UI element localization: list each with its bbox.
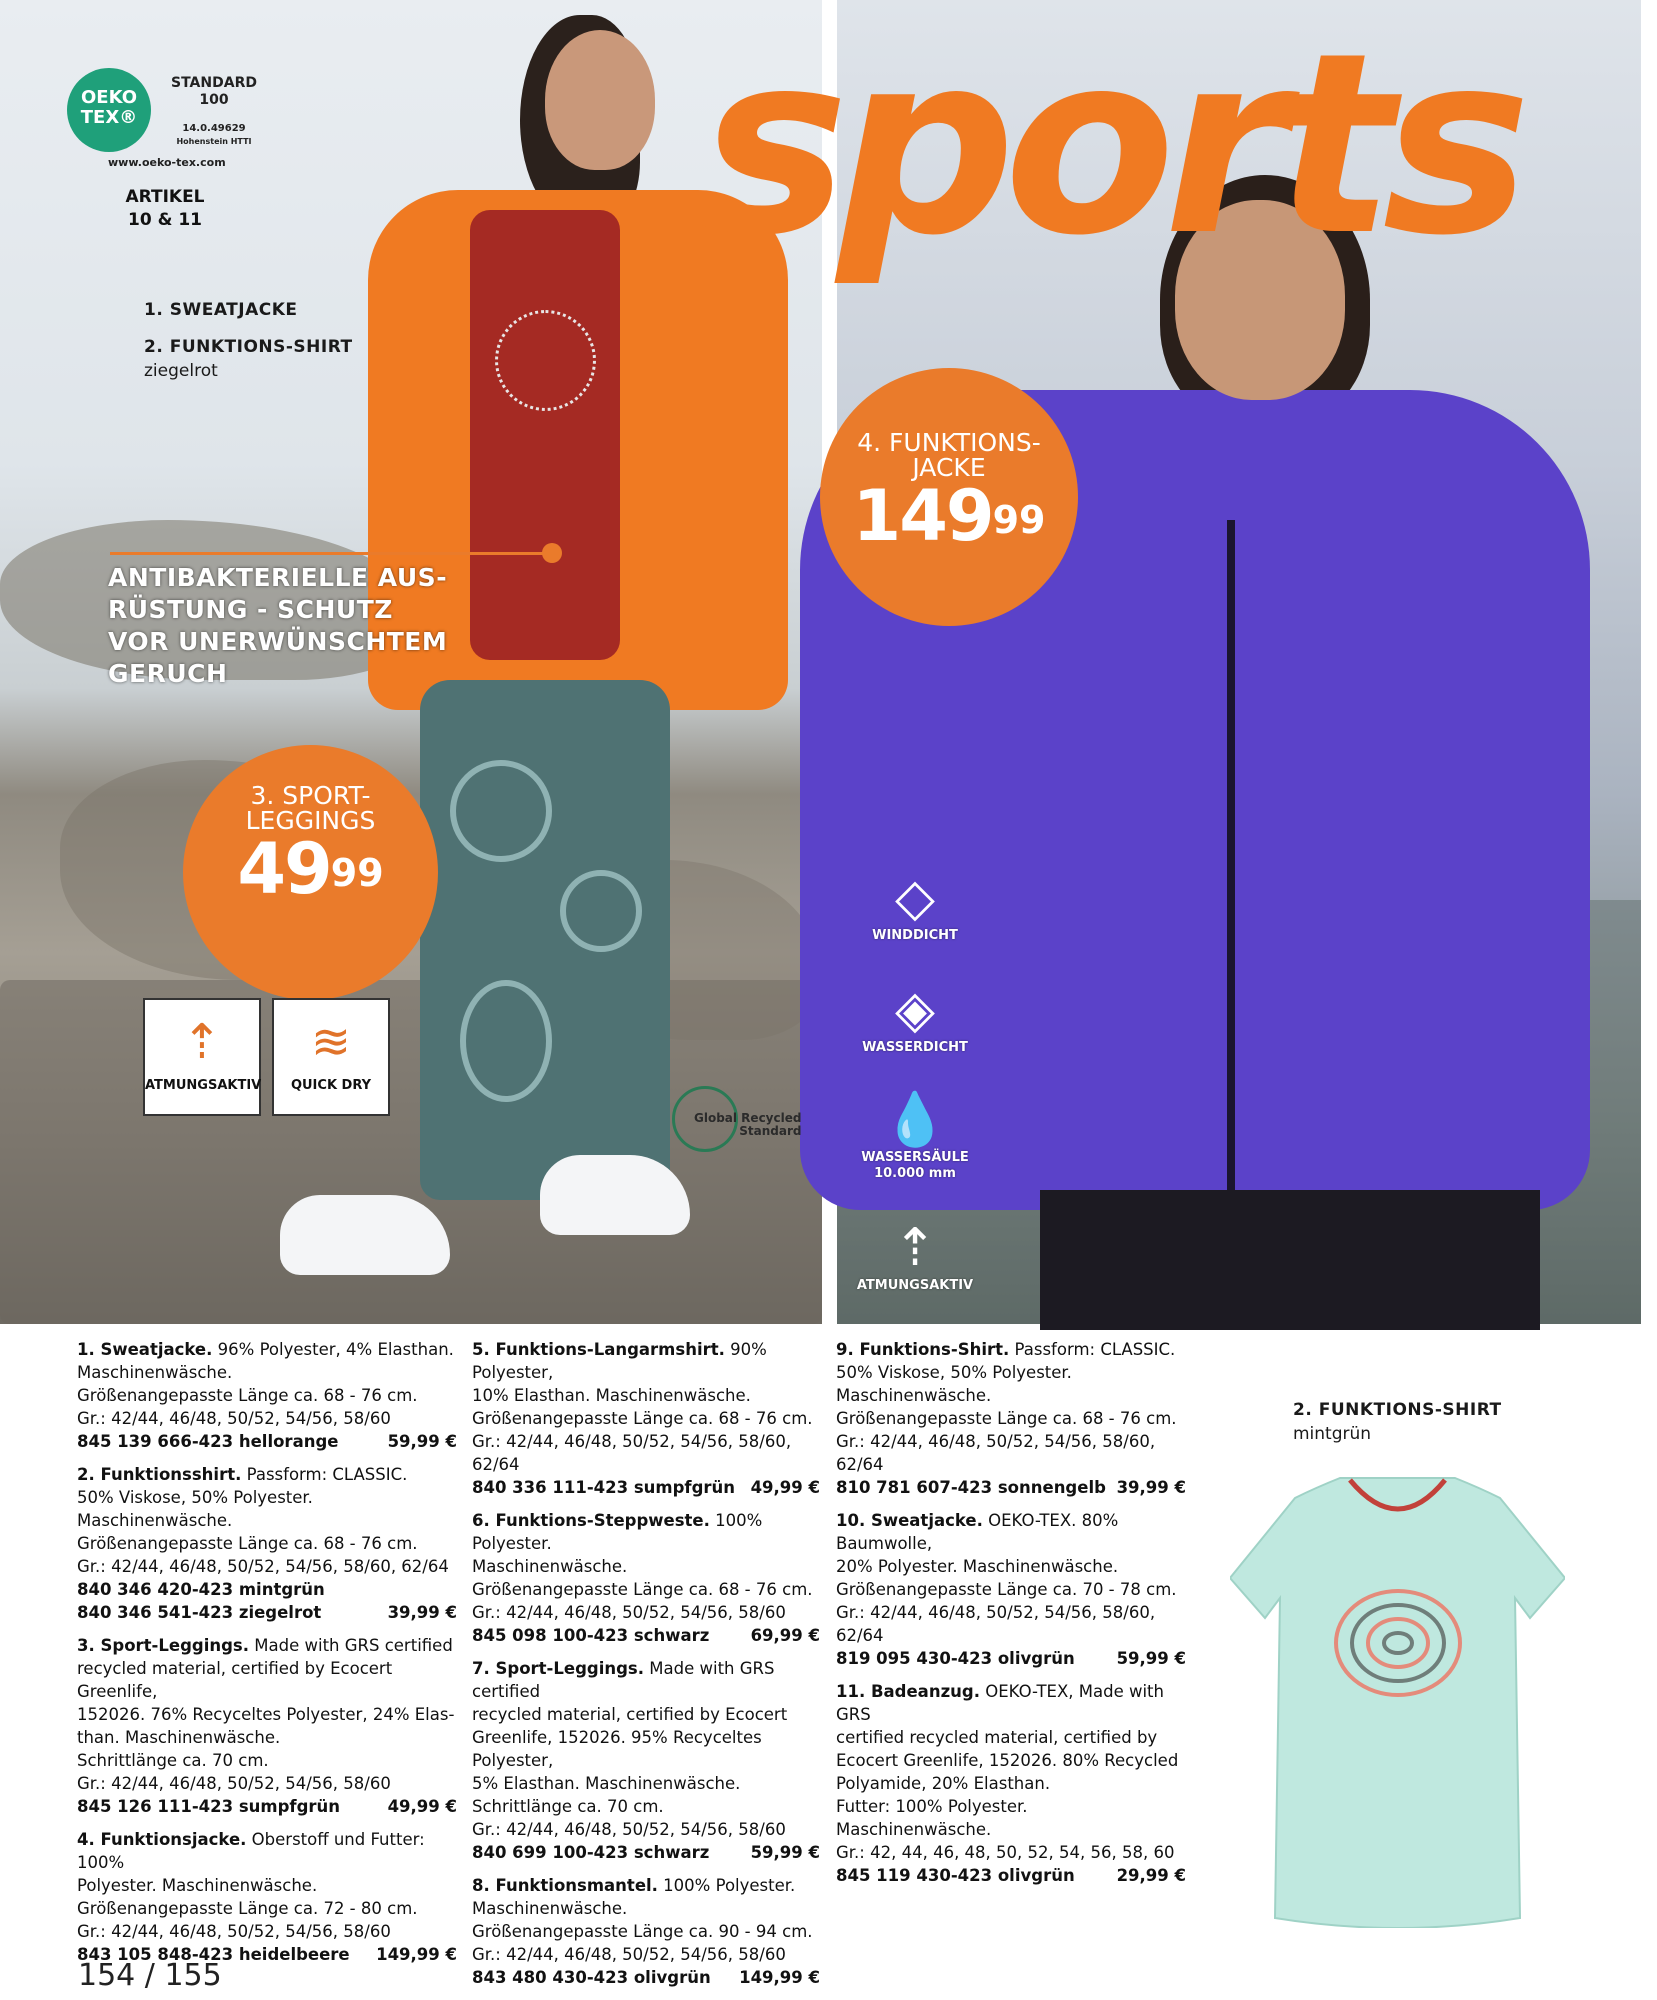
- product-heading: [77, 1463, 457, 1486]
- badge-label-line-2: LEGGINGS: [245, 806, 376, 835]
- product-detail-line: Schrittlänge ca. 70 cm.: [77, 1751, 269, 1770]
- feature-label: ATMUNGSAKTIV: [856, 1278, 974, 1293]
- product-detail-line: Größenangepasste Länge ca. 70 - 78 cm.: [836, 1580, 1177, 1599]
- product-detail-line: Ecocert Greenlife, 152026. 80% Recycled: [836, 1751, 1179, 1770]
- claim-pointer-dot: [542, 543, 562, 563]
- product-desc: 100% Polyester.: [657, 1876, 796, 1895]
- product-title: 7. Sport-Leggings.: [472, 1659, 645, 1678]
- antibacterial-claim: [108, 562, 447, 690]
- feature-sublabel: 10.000 mm: [874, 1166, 956, 1181]
- product-detail-line: 50% Viskose, 50% Polyester.: [77, 1488, 313, 1507]
- product-desc: 96% Polyester, 4% Elasthan.: [212, 1340, 454, 1359]
- product-article-number: 819 095 430-423 olivgrün: [836, 1649, 1075, 1668]
- product-detail-line: 10% Elasthan. Maschinenwäsche.: [472, 1386, 751, 1405]
- product-order-row: [77, 1795, 457, 1818]
- product-order-row: [472, 1476, 820, 1499]
- product-detail-line: Gr.: 42/44, 46/48, 50/52, 54/56, 58/60, 62/64: [472, 1432, 792, 1474]
- product-article-number: 840 346 420-423 mintgrün: [77, 1580, 325, 1599]
- product-detail-line: Größenangepasste Länge ca. 90 - 94 cm.: [472, 1922, 813, 1941]
- oeko-cert: [164, 122, 264, 148]
- product-price: 39,99 €: [1116, 1478, 1186, 1497]
- product-title: 2. Funktionsshirt.: [77, 1465, 242, 1484]
- product-article-number: 845 119 430-423 olivgrün: [836, 1866, 1075, 1885]
- artikel-numbers: 10 & 11: [128, 210, 202, 230]
- product-price: 49,99 €: [387, 1797, 457, 1816]
- product-detail-line: Größenangepasste Länge ca. 72 - 80 cm.: [77, 1899, 418, 1918]
- product-entry: [77, 1338, 457, 1453]
- product-price: 59,99 €: [750, 1843, 820, 1862]
- product-detail-line: Polyester. Maschinenwäsche.: [77, 1876, 318, 1895]
- claim-line-3: VOR UNERWÜNSCHTEM: [108, 627, 448, 656]
- product-article-number: 845 098 100-423 schwarz: [472, 1626, 710, 1645]
- product-price: 149,99 €: [376, 1945, 457, 1964]
- oeko-institute: Hohenstein HTTI: [176, 137, 252, 146]
- product-detail-line: Gr.: 42/44, 46/48, 50/52, 54/56, 58/60: [472, 1820, 786, 1839]
- product-entry: [472, 1874, 820, 1989]
- product-price: 59,99 €: [1116, 1649, 1186, 1668]
- product-desc: OEKO-TEX, Made with GRS: [836, 1682, 1164, 1724]
- feature-label: WASSERSÄULE: [861, 1150, 969, 1165]
- claim-line-2: RÜSTUNG - SCHUTZ: [108, 595, 393, 624]
- label-funktions-shirt-color: ziegelrot: [144, 361, 218, 381]
- label-shirt-mint-color: mintgrün: [1293, 1424, 1372, 1444]
- product-order-row: [77, 1601, 457, 1624]
- grs-logo: [694, 1112, 801, 1138]
- breathable-icon: ⇡: [181, 1014, 223, 1070]
- jacket-price-badge: [820, 368, 1078, 626]
- product-article-number: 840 346 541-423 ziegelrot: [77, 1603, 322, 1622]
- product-heading: [472, 1657, 820, 1703]
- product-price: 39,99 €: [387, 1603, 457, 1622]
- product-order-row: [472, 1624, 820, 1647]
- product-column-3: [836, 1338, 1186, 1897]
- product-desc: 100% Polyester.: [472, 1511, 763, 1553]
- product-detail-line: Maschinenwäsche.: [472, 1557, 628, 1576]
- oeko-brand-line-1: OEKO: [80, 87, 138, 108]
- product-title: 6. Funktions-Steppweste.: [472, 1511, 710, 1530]
- product-detail-line: Gr.: 42/44, 46/48, 50/52, 54/56, 58/60: [77, 1409, 391, 1428]
- product-heading: [836, 1509, 1186, 1555]
- grs-line-1: Global Recycled: [694, 1111, 802, 1125]
- product-title: 1. Sweatjacke.: [77, 1340, 213, 1359]
- page-number: 154 / 155: [78, 1958, 222, 1993]
- oeko-tex-logo: [67, 68, 151, 152]
- product-article-number: 810 781 607-423 sonnengelb: [836, 1478, 1106, 1497]
- product-detail-line: than. Maschinenwäsche.: [77, 1728, 281, 1747]
- product-desc: Passform: CLASSIC.: [1009, 1340, 1176, 1359]
- oeko-standard: [164, 75, 264, 109]
- product-heading: [836, 1680, 1186, 1726]
- feature-atmungsaktiv-right: [855, 1218, 975, 1294]
- mint-shirt-image: [1230, 1468, 1565, 1928]
- product-entry: [77, 1828, 457, 1966]
- claim-line-4: GERUCH: [108, 659, 228, 688]
- feature-winddicht: [855, 868, 975, 944]
- product-desc: 90% Polyester,: [472, 1340, 767, 1382]
- oeko-cert-number: 14.0.49629: [182, 123, 246, 134]
- windproof-icon: ◇: [895, 868, 935, 928]
- product-order-row: [472, 1966, 820, 1989]
- label-sweatjacke: 1. SWEATJACKE: [144, 300, 298, 320]
- product-detail-line: Maschinenwäsche.: [472, 1899, 628, 1918]
- price-main: 49: [237, 828, 331, 910]
- product-detail-line: Gr.: 42/44, 46/48, 50/52, 54/56, 58/60, 62/64: [836, 1432, 1156, 1474]
- feature-label: WINDDICHT: [872, 928, 958, 943]
- product-detail-line: Größenangepasste Länge ca. 68 - 76 cm.: [77, 1534, 418, 1553]
- waterproof-icon: ◈: [895, 980, 935, 1040]
- product-detail-line: recycled material, certified by Ecocert Greenlife,: [77, 1659, 393, 1701]
- quick-dry-icon: ≋: [310, 1014, 352, 1070]
- oeko-standard-label: STANDARD: [171, 75, 257, 91]
- product-desc: Made with GRS certified: [472, 1659, 775, 1701]
- product-order-row: [836, 1476, 1186, 1499]
- jacket-price: [820, 475, 1078, 557]
- product-article-number: 843 105 848-423 heidelbeere: [77, 1945, 350, 1964]
- product-entry: [472, 1338, 820, 1499]
- breathable-icon: ⇡: [893, 1218, 937, 1278]
- product-detail-line: Größenangepasste Länge ca. 68 - 76 cm.: [77, 1386, 418, 1405]
- product-article-number: 845 126 111-423 sumpfgrün: [77, 1797, 341, 1816]
- product-desc: Passform: CLASSIC.: [241, 1465, 408, 1484]
- product-detail-line: Gr.: 42/44, 46/48, 50/52, 54/56, 58/60: [472, 1945, 786, 1964]
- oeko-brand-line-2: TEX®: [80, 107, 138, 128]
- sports-logo: sports: [700, 0, 1520, 290]
- price-cents: 99: [992, 498, 1046, 542]
- grs-line-2: Standard: [739, 1124, 802, 1138]
- product-price: 59,99 €: [387, 1432, 457, 1451]
- product-detail-line: Gr.: 42, 44, 46, 48, 50, 52, 54, 56, 58, 60: [836, 1843, 1175, 1862]
- water-drops-icon: 💧: [882, 1090, 948, 1150]
- label-shirt-mint: 2. FUNKTIONS-SHIRT: [1293, 1400, 1502, 1420]
- product-heading: [77, 1634, 457, 1657]
- product-entry: [472, 1657, 820, 1864]
- feature-wassersaeule: [855, 1090, 975, 1182]
- product-detail-line: Maschinenwäsche.: [836, 1386, 992, 1405]
- product-article-number: 843 480 430-423 olivgrün: [472, 1968, 711, 1987]
- feature-atmungsaktiv: [143, 998, 261, 1116]
- product-detail-line: Gr.: 42/44, 46/48, 50/52, 54/56, 58/60, 62/64: [836, 1603, 1156, 1645]
- feature-label: QUICK DRY: [290, 1078, 372, 1093]
- label-funktions-shirt: 2. FUNKTIONS-SHIRT: [144, 337, 353, 357]
- price-main: 149: [852, 475, 993, 557]
- feature-label: ATMUNGSAKTIV: [145, 1078, 262, 1093]
- product-detail-line: Gr.: 42/44, 46/48, 50/52, 54/56, 58/60: [472, 1603, 786, 1622]
- product-detail-line: Greenlife, 152026. 95% Recyceltes Polyester,: [472, 1728, 762, 1770]
- product-entry: [836, 1338, 1186, 1499]
- product-heading: [836, 1338, 1186, 1361]
- product-heading: [472, 1338, 820, 1384]
- product-title: 9. Funktions-Shirt.: [836, 1340, 1010, 1359]
- product-article-number: 845 139 666-423 hellorange: [77, 1432, 339, 1451]
- product-order-row: [836, 1647, 1186, 1670]
- product-order-row: [77, 1430, 457, 1453]
- leggings-price-badge: [183, 745, 438, 1000]
- artikel-note: [100, 186, 230, 232]
- product-detail-line: Maschinenwäsche.: [77, 1511, 233, 1530]
- product-heading: [472, 1509, 820, 1555]
- artikel-label: ARTIKEL: [125, 187, 205, 207]
- product-detail-line: Polyamide, 20% Elasthan.: [836, 1774, 1051, 1793]
- product-article-number: 840 336 111-423 sumpfgrün: [472, 1478, 736, 1497]
- feature-label: WASSERDICHT: [862, 1040, 968, 1055]
- product-detail-line: Gr.: 42/44, 46/48, 50/52, 54/56, 58/60: [77, 1774, 391, 1793]
- product-title: 4. Funktionsjacke.: [77, 1830, 247, 1849]
- product-title: 8. Funktionsmantel.: [472, 1876, 658, 1895]
- product-title: 10. Sweatjacke.: [836, 1511, 983, 1530]
- product-title: 5. Funktions-Langarmshirt.: [472, 1340, 725, 1359]
- oeko-standard-number: 100: [199, 92, 229, 108]
- product-detail-line: Maschinenwäsche.: [77, 1363, 233, 1382]
- product-detail-line: certified recycled material, certified by: [836, 1728, 1158, 1747]
- product-title: 11. Badeanzug.: [836, 1682, 980, 1701]
- product-heading: [77, 1338, 457, 1361]
- product-price: 49,99 €: [750, 1478, 820, 1497]
- product-article-number: 840 699 100-423 schwarz: [472, 1843, 710, 1862]
- product-order-row: [472, 1841, 820, 1864]
- product-desc: Made with GRS certified: [249, 1636, 453, 1655]
- product-price: 29,99 €: [1116, 1866, 1186, 1885]
- product-entry: [77, 1634, 457, 1818]
- product-entry: [836, 1680, 1186, 1887]
- product-detail-line: Futter: 100% Polyester. Maschinenwäsche.: [836, 1797, 1028, 1839]
- leggings-price: [183, 828, 438, 910]
- product-heading: [472, 1874, 820, 1897]
- product-order-row: [836, 1864, 1186, 1887]
- product-detail-line: Größenangepasste Länge ca. 68 - 76 cm.: [472, 1409, 813, 1428]
- product-price: 69,99 €: [750, 1626, 820, 1645]
- feature-quick-dry: [272, 998, 390, 1116]
- product-entry: [836, 1509, 1186, 1670]
- product-detail-line: Schrittlänge ca. 70 cm.: [472, 1797, 664, 1816]
- product-price: 149,99 €: [739, 1968, 820, 1987]
- product-detail-line: Größenangepasste Länge ca. 68 - 76 cm.: [836, 1409, 1177, 1428]
- product-detail-line: recycled material, certified by Ecocert: [472, 1705, 788, 1724]
- price-cents: 99: [330, 851, 384, 895]
- product-detail-line: 50% Viskose, 50% Polyester.: [836, 1363, 1072, 1382]
- product-detail-line: Gr.: 42/44, 46/48, 50/52, 54/56, 58/60, 62/64: [77, 1557, 449, 1576]
- product-entry: [77, 1463, 457, 1624]
- product-title: 3. Sport-Leggings.: [77, 1636, 250, 1655]
- product-desc: OEKO-TEX. 80% Baumwolle,: [836, 1511, 1119, 1553]
- product-entry: [472, 1509, 820, 1647]
- product-heading: [77, 1828, 457, 1874]
- claim-pointer-line: [110, 552, 550, 555]
- product-detail-line: 5% Elasthan. Maschinenwäsche.: [472, 1774, 741, 1793]
- product-desc: Oberstoff und Futter: 100%: [77, 1830, 425, 1872]
- claim-line-1: ANTIBAKTERIELLE AUS-: [108, 563, 448, 592]
- product-column-1: [77, 1338, 457, 1976]
- product-detail-line: Gr.: 42/44, 46/48, 50/52, 54/56, 58/60: [77, 1922, 391, 1941]
- oeko-url: www.oeko-tex.com: [108, 156, 226, 169]
- product-detail-line: 20% Polyester. Maschinenwäsche.: [836, 1557, 1119, 1576]
- badge-label-line-1: 4. FUNKTIONS-: [857, 428, 1041, 457]
- product-column-2: [472, 1338, 820, 1999]
- product-detail-line: Größenangepasste Länge ca. 68 - 76 cm.: [472, 1580, 813, 1599]
- product-detail-line: 152026. 76% Recyceltes Polyester, 24% Elas-: [77, 1705, 455, 1724]
- badge-label-line-1: 3. SPORT-: [250, 781, 371, 810]
- badge-label-line-2: JACKE: [912, 453, 986, 482]
- feature-wasserdicht: [855, 980, 975, 1056]
